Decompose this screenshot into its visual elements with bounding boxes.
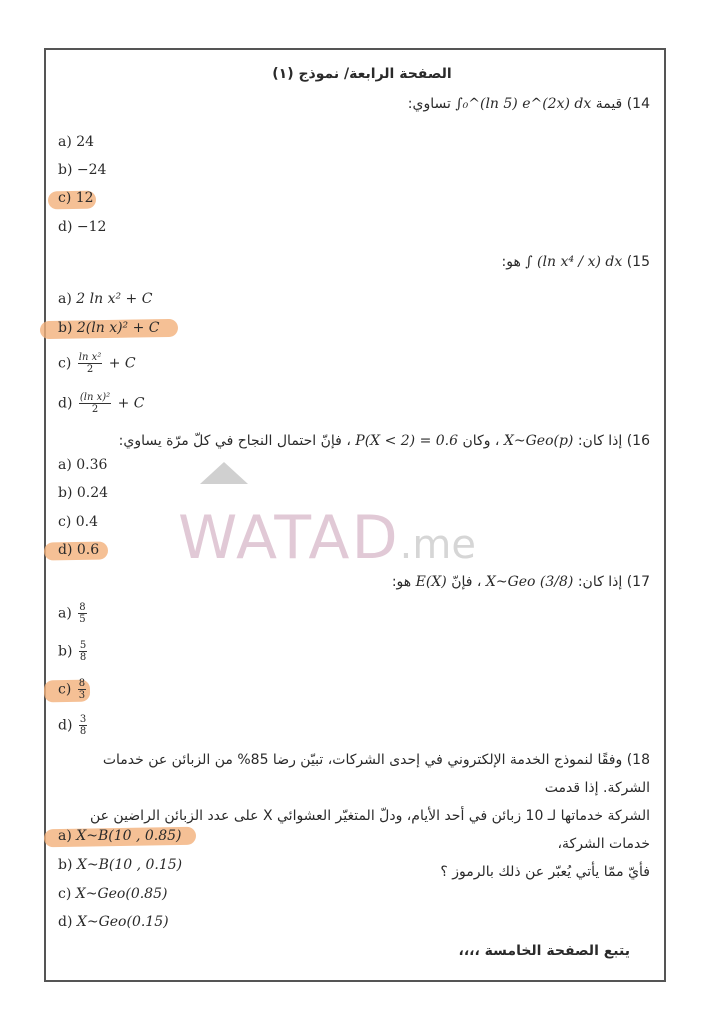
q15-option-d[interactable]: d) $\frac{\text{(ln x)²}}{2}$ + C <box>58 392 145 415</box>
q17-option-d[interactable]: d) $\frac{3}{8}$ <box>58 714 87 737</box>
q14-number: 14) <box>626 96 650 112</box>
q18-number: 18) <box>626 752 650 768</box>
continue-note: يتبع الصفحة الخامسة ،،،، <box>458 943 630 959</box>
q15-suffix: هو: <box>501 254 521 270</box>
q16-expression: P(X < 2) = 0.6 <box>355 433 459 449</box>
q14-option-b[interactable]: b) −24 <box>58 162 107 178</box>
q18-option-c[interactable]: c) X~Geo(0.85) <box>58 886 168 902</box>
q15-option-b[interactable]: b) 2(ln x)² + C <box>58 320 160 336</box>
question-17 <box>392 574 650 590</box>
q16-option-b[interactable]: b) 0.24 <box>58 485 109 501</box>
q17-option-b[interactable]: b) $\frac{5}{8}$ <box>58 640 87 663</box>
q17-text: ، فإنّ <box>451 574 482 590</box>
question-15 <box>502 254 651 270</box>
q15-option-c[interactable]: c) $\frac{\text{ln x²}}{2}$ + C <box>58 352 136 375</box>
q14-prefix: قيمة <box>595 96 623 112</box>
q14-option-c[interactable]: c) 12 <box>58 190 94 206</box>
q17-option-a[interactable]: a) $\frac{8}{5}$ <box>58 602 86 625</box>
q16-option-c[interactable]: c) 0.4 <box>58 514 99 530</box>
q16-number: 16) <box>626 433 650 449</box>
q18-option-d[interactable]: d) X~Geo(0.15) <box>58 914 169 930</box>
q17-text: هو: <box>391 574 412 590</box>
watermark-triangle-icon <box>200 462 248 484</box>
q18-line: الشركة خدماتها لـ 10 زبائن في أحد الأيام، ودلّ المتغيّر العشوائي X على عدد الزبائن الراضين عن خدمات الشركة، <box>89 808 650 852</box>
q18-line: فأيّ ممّا يأتي يُعبّر عن ذلك بالرموز ؟ <box>440 864 650 880</box>
q17-expression: X~Geo (3/8) <box>485 574 574 590</box>
page-title: الصفحة الرابعة/ نموذج (١) <box>272 66 452 82</box>
q14-option-d[interactable]: d) −12 <box>58 219 107 235</box>
q15-option-a[interactable]: a) 2 ln x² + C <box>58 291 153 307</box>
watermark-logo: WATAD.me <box>178 503 476 573</box>
q17-number: 17) <box>626 574 650 590</box>
q14-expression: ∫₀^(ln 5) e^(2x) dx <box>455 96 592 112</box>
q17-expression: E(X) <box>415 574 447 590</box>
q16-option-a[interactable]: a) 0.36 <box>58 457 108 473</box>
q18-line: وفقًا لنموذج الخدمة الإلكتروني في إحدى الشركات، تبيّن رضا 85% من الزبائن عن خدمات الشركة. إذا قدمت <box>102 752 650 796</box>
q16-text: إذا كان: <box>577 433 623 449</box>
q16-option-d[interactable]: d) 0.6 <box>58 542 100 558</box>
q18-option-a[interactable]: a) X~B(10 , 0.85) <box>58 828 182 844</box>
q14-suffix: تساوي: <box>407 96 451 112</box>
q15-expression: ∫ (ln x⁴ / x) dx <box>525 254 623 270</box>
q17-option-c[interactable]: c) $\frac{8}{3}$ <box>58 678 86 701</box>
question-16 <box>119 433 650 449</box>
q14-option-a[interactable]: a) 24 <box>58 134 95 150</box>
q16-text: ، فإنّ احتمال النجاح في كلّ مرّة يساوي: <box>118 433 351 449</box>
q16-text: ، وكان <box>462 433 500 449</box>
q17-text: إذا كان: <box>577 574 623 590</box>
q16-expression: X~Geo(p) <box>503 433 574 449</box>
q18-option-b[interactable]: b) X~B(10 , 0.15) <box>58 857 183 873</box>
q15-number: 15) <box>626 254 650 270</box>
question-14 <box>408 96 650 112</box>
